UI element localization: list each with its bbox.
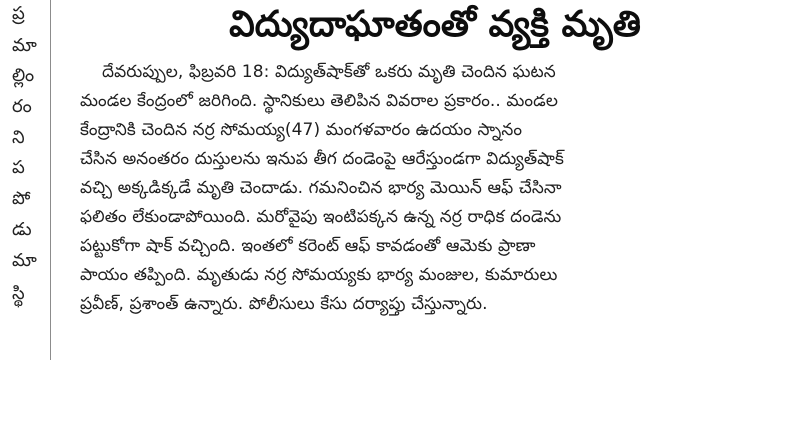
article-body xyxy=(80,58,770,319)
column-fragment: మా xyxy=(12,35,37,56)
column-fragment: స్థి xyxy=(12,283,25,304)
article-line: పట్టుకోగా షాక్ వచ్చింది. ఇంతలో కరెంట్ ఆఫ్ కావడంతో ఆమెకు ప్రాణా xyxy=(80,236,536,256)
column-fragment: రం xyxy=(12,96,32,117)
article-line: ఫలితం లేకుండాపోయింది. మరోవైపు ఇంటిపక్కన ఉన్న నర్ర రాధిక దండెను xyxy=(80,207,562,227)
column-fragment: ని xyxy=(12,127,25,148)
column-fragment: ప్ర xyxy=(12,3,25,24)
article-line: మండల కేంద్రంలో జరిగింది. స్థానికులు తెలిపిన వివరాల ప్రకారం.. మండల xyxy=(80,91,558,111)
column-fragment: ప xyxy=(12,157,25,178)
article-line: చేసిన అనంతరం దుస్తులను ఇనుప తీగ దండెంపై ఆరేస్తుండగా విద్యుత్‌షాక్ xyxy=(80,149,564,169)
column-fragment: డు xyxy=(12,219,32,240)
column-fragment: ల్లిం xyxy=(12,65,35,86)
article-line: పాయం తప్పింది. మృతుడు నర్ర సోమయ్యకు భార్య మంజుల, కుమారులు xyxy=(80,265,558,285)
article-headline: విద్యుదాఘాతంతో వ్యక్తి మృతి xyxy=(229,4,641,45)
article-line: దేవరుప్పుల, ఫిబ్రవరి 18: విద్యుత్‌షాక్‌తో ఒకరు మృతి చెందిన ఘటన xyxy=(102,62,556,82)
column-fragment: మా xyxy=(12,250,37,271)
article-line: కేంద్రానికి చెందిన నర్ర సోమయ్య(47) మంగళవారం ఉదయం స్నానం xyxy=(80,120,523,140)
article-line: వచ్చి అక్కడిక్కడే మృతి చెందాడు. గమనించిన భార్య మెయిన్ ఆఫ్ చేసినా xyxy=(80,178,562,198)
article-line: ప్రవీణ్, ప్రశాంత్ ఉన్నారు. పోలీసులు కేసు దర్యాప్తు చేస్తున్నారు. xyxy=(80,294,488,314)
column-fragment: పో xyxy=(12,188,31,209)
previous-column-fragment xyxy=(0,0,51,360)
